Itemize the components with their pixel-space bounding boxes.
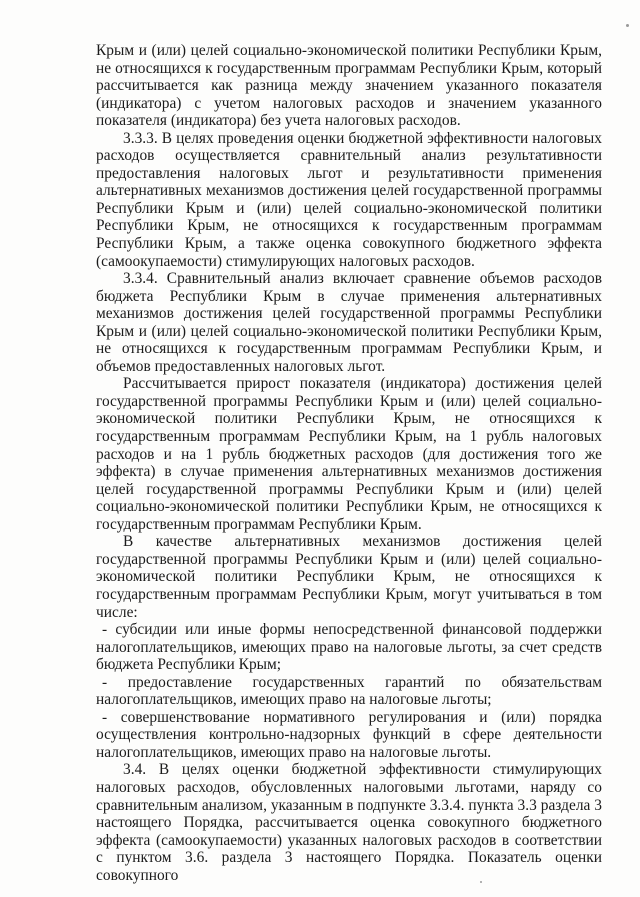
paragraph-indicator-growth: Рассчитывается прирост показателя (индикатора) достижения целей государственной программы Республики Крым и (или) целей социально-экономической политики Республики Крым, не относящихся к государственным программам Республики Крым, на 1 рубль налоговых расходов и на 1 рубль бюджетных расходов (для достижения того же эффекта) в случае применения альтернативных механизмов достижения целей государственной программы Республики Крым и (или) целей социально-экономической политики Республики Крым, не относящихся к государственным программам Республики Крым. [96, 375, 602, 533]
list-item-subsidies: - субсидии или иные формы непосредственной финансовой поддержки налогоплательщиков, имеющих право на налоговые льготы, за счет средств бюджета Республики Крым; [96, 621, 602, 674]
list-item-regulation: - совершенствование нормативного регулирования и (или) порядка осуществления контрольно-надзорных функций в сфере деятельности налогоплательщиков, имеющих право на налоговые льготы. [96, 708, 602, 761]
document-body [96, 42, 602, 884]
paragraph-continuation: Крым и (или) целей социально-экономической политики Республики Крым, не относящихся к государственным программам Республики Крым, который рассчитывается как разница между значением указанного показателя (индикатора) с учетом налоговых расходов и значением указанного показателя (индикатора) без учета налоговых расходов. [96, 42, 602, 130]
paragraph-3-3-3: 3.3.3. В целях проведения оценки бюджетной эффективности налоговых расходов осуществляется сравнительный анализ результативности предоставления налоговых льгот и результативности применения альтернативных механизмов достижения целей государственной программы Республики Крым и (или) целей социально-экономической политики Республики Крым, не относящихся к государственным программам Республики Крым, а также оценка совокупного бюджетного эффекта (самоокупаемости) стимулирующих налоговых расходов. [96, 129, 602, 270]
scan-speck [626, 24, 629, 27]
list-item-guarantees: - предоставление государственных гарантий по обязательствам налогоплательщиков, имеющих право на налоговые льготы; [96, 673, 602, 709]
paragraph-3-4: 3.4. В целях оценки бюджетной эффективности стимулирующих налоговых расходов, обусловленных налоговыми льготами, наряду со сравнительным анализом, указанным в подпункте 3.3.4. пункта 3.3 раздела 3 настоящего Порядка, рассчитывается оценка совокупного бюджетного эффекта (самоокупаемости) указанных налоговых расходов в соответствии с пунктом 3.6. раздела 3 настоящего Порядка. Показатель оценки совокупного [96, 761, 602, 884]
paragraph-3-3-4: 3.3.4. Сравнительный анализ включает сравнение объемов расходов бюджета Республики Крым в случае применения альтернативных механизмов достижения целей государственной программы Республики Крым и (или) целей социально-экономической политики Республики Крым, не относящихся к государственным программам Республики Крым, и объемов предоставленных налоговых льгот. [96, 270, 602, 375]
paragraph-alternative-mechanisms: В качестве альтернативных механизмов достижения целей государственной программы Республики Крым и (или) целей социально-экономической политики Республики Крым, не относящихся к государственным программам Республики Крым, могут учитываться в том числе: [96, 533, 602, 621]
scan-speck [480, 881, 482, 883]
